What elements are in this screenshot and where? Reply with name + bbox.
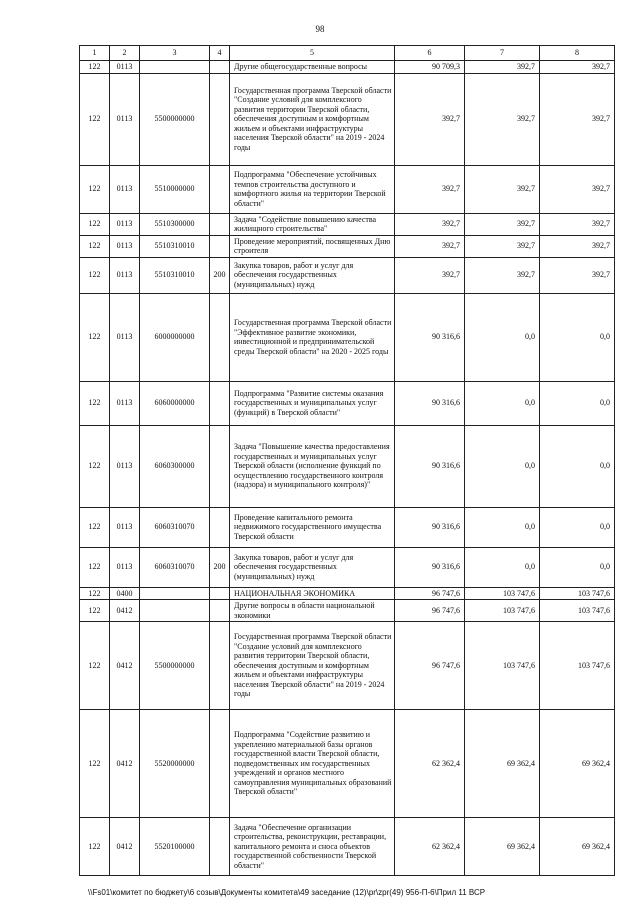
subsection-code-cell: 0113 <box>110 425 140 507</box>
expense-type-cell: 200 <box>210 257 230 293</box>
subsection-code-cell: 0113 <box>110 165 140 213</box>
section-code-cell: 122 <box>80 547 110 587</box>
amount-col7-cell: 103 747,6 <box>465 622 540 710</box>
amount-col7-cell: 0,0 <box>465 507 540 547</box>
amount-col8-cell: 0,0 <box>540 381 615 425</box>
table-header-row <box>80 46 615 61</box>
target-article-cell: 5510310010 <box>140 257 210 293</box>
footer-file-path: \\Fs01\комитет по бюджету\6 созыв\Документы комитета\49 заседание (12)\pr\zpr(49) 956-П-6\Прил 11 ВСР <box>88 888 486 897</box>
description-cell: Государственная программа Тверской области "Создание условий для комплексного развития территории Тверской области, обеспечения доступным и комфортным жильем и объектами инфраструктуры населения Тверской области" на 2019 - 2024 годы <box>230 622 395 710</box>
header-cell: 8 <box>540 46 615 61</box>
table-row <box>80 547 615 587</box>
subsection-code-cell: 0113 <box>110 235 140 257</box>
table-row <box>80 381 615 425</box>
subsection-code-cell: 0412 <box>110 622 140 710</box>
target-article-cell: 5520100000 <box>140 818 210 876</box>
table-row <box>80 425 615 507</box>
description-cell: Задача "Повышение качества предоставления государственных и муниципальных услуг Тверской области (исполнение функций по осуществлению государственного контроля (надзора) и муниципального контроля)" <box>230 425 395 507</box>
amount-col6-cell: 90 316,6 <box>395 507 465 547</box>
description-cell: Задача "Обеспечение организации строительства, реконструкции, реставрации, капитального ремонта и сноса объектов государственной собственности Тверской области" <box>230 818 395 876</box>
table-row <box>80 622 615 710</box>
expense-type-cell <box>210 507 230 547</box>
amount-col8-cell: 392,7 <box>540 213 615 235</box>
amount-col6-cell: 90 316,6 <box>395 547 465 587</box>
target-article-cell: 6000000000 <box>140 293 210 381</box>
description-cell: Проведение капитального ремонта недвижимого государственного имущества Тверской области <box>230 507 395 547</box>
amount-col7-cell: 0,0 <box>465 293 540 381</box>
section-code-cell: 122 <box>80 165 110 213</box>
table-row <box>80 600 615 622</box>
table-row <box>80 587 615 600</box>
amount-col8-cell: 69 362,4 <box>540 818 615 876</box>
table-row <box>80 257 615 293</box>
amount-col8-cell: 0,0 <box>540 425 615 507</box>
expense-type-cell <box>210 293 230 381</box>
header-cell: 7 <box>465 46 540 61</box>
amount-col7-cell: 392,7 <box>465 213 540 235</box>
section-code-cell: 122 <box>80 381 110 425</box>
description-cell: Государственная программа Тверской области "Создание условий для комплексного развития территории Тверской области, обеспечения доступным и комфортным жильем и объектами инфраструктуры населения Тверской области" на 2019 - 2024 годы <box>230 73 395 165</box>
amount-col6-cell: 62 362,4 <box>395 710 465 818</box>
amount-col6-cell: 90 316,6 <box>395 381 465 425</box>
amount-col6-cell: 392,7 <box>395 165 465 213</box>
description-cell: Задача "Содействие повышению качества жилищного строительства" <box>230 213 395 235</box>
description-cell: Другие вопросы в области национальной экономики <box>230 600 395 622</box>
section-code-cell: 122 <box>80 710 110 818</box>
amount-col8-cell: 0,0 <box>540 547 615 587</box>
subsection-code-cell: 0412 <box>110 818 140 876</box>
expense-type-cell <box>210 818 230 876</box>
table-row <box>80 73 615 165</box>
budget-table <box>79 45 615 876</box>
amount-col7-cell: 392,7 <box>465 73 540 165</box>
target-article-cell <box>140 600 210 622</box>
amount-col8-cell: 0,0 <box>540 507 615 547</box>
amount-col7-cell: 392,7 <box>465 257 540 293</box>
target-article-cell <box>140 61 210 74</box>
expense-type-cell <box>210 600 230 622</box>
subsection-code-cell: 0113 <box>110 507 140 547</box>
header-cell: 1 <box>80 46 110 61</box>
amount-col6-cell: 392,7 <box>395 257 465 293</box>
target-article-cell: 5500000000 <box>140 73 210 165</box>
description-cell: Проведение мероприятий, посвященных Дню строителя <box>230 235 395 257</box>
amount-col6-cell: 96 747,6 <box>395 622 465 710</box>
amount-col8-cell: 392,7 <box>540 235 615 257</box>
section-code-cell: 122 <box>80 257 110 293</box>
header-cell: 6 <box>395 46 465 61</box>
target-article-cell: 6060300000 <box>140 425 210 507</box>
subsection-code-cell: 0412 <box>110 710 140 818</box>
expense-type-cell <box>210 587 230 600</box>
table-row <box>80 818 615 876</box>
section-code-cell: 122 <box>80 61 110 74</box>
table-row <box>80 710 615 818</box>
section-code-cell: 122 <box>80 600 110 622</box>
header-cell: 5 <box>230 46 395 61</box>
expense-type-cell <box>210 165 230 213</box>
description-cell: НАЦИОНАЛЬНАЯ ЭКОНОМИКА <box>230 587 395 600</box>
section-code-cell: 122 <box>80 293 110 381</box>
expense-type-cell <box>210 425 230 507</box>
header-cell: 2 <box>110 46 140 61</box>
table-row <box>80 61 615 74</box>
amount-col8-cell: 103 747,6 <box>540 622 615 710</box>
description-cell: Подпрограмма "Содействие развитию и укреплению материальной базы органов государственной власти Тверской области, подведомственных им государственных учреждений и органов местного самоуправления муниципальных образований Тверской области" <box>230 710 395 818</box>
section-code-cell: 122 <box>80 235 110 257</box>
expense-type-cell <box>210 213 230 235</box>
section-code-cell: 122 <box>80 425 110 507</box>
amount-col7-cell: 392,7 <box>465 235 540 257</box>
page-number: 98 <box>315 24 325 34</box>
amount-col7-cell: 69 362,4 <box>465 818 540 876</box>
target-article-cell: 5520000000 <box>140 710 210 818</box>
target-article-cell: 6060310070 <box>140 547 210 587</box>
header-cell: 3 <box>140 46 210 61</box>
subsection-code-cell: 0113 <box>110 61 140 74</box>
amount-col7-cell: 0,0 <box>465 381 540 425</box>
subsection-code-cell: 0113 <box>110 547 140 587</box>
target-article-cell: 5510000000 <box>140 165 210 213</box>
amount-col6-cell: 96 747,6 <box>395 587 465 600</box>
target-article-cell: 5500000000 <box>140 622 210 710</box>
amount-col8-cell: 392,7 <box>540 61 615 74</box>
amount-col7-cell: 392,7 <box>465 61 540 74</box>
section-code-cell: 122 <box>80 622 110 710</box>
amount-col8-cell: 392,7 <box>540 73 615 165</box>
amount-col6-cell: 392,7 <box>395 213 465 235</box>
amount-col8-cell: 392,7 <box>540 257 615 293</box>
description-cell: Подпрограмма "Обеспечение устойчивых темпов строительства доступного и комфортного жилья на территории Тверской области" <box>230 165 395 213</box>
section-code-cell: 122 <box>80 213 110 235</box>
amount-col6-cell: 90 709,3 <box>395 61 465 74</box>
description-cell: Закупка товаров, работ и услуг для обеспечения государственных (муниципальных) нужд <box>230 257 395 293</box>
amount-col8-cell: 103 747,6 <box>540 587 615 600</box>
target-article-cell: 5510310010 <box>140 235 210 257</box>
subsection-code-cell: 0400 <box>110 587 140 600</box>
table-row <box>80 213 615 235</box>
table-row <box>80 507 615 547</box>
amount-col7-cell: 0,0 <box>465 547 540 587</box>
expense-type-cell <box>210 710 230 818</box>
amount-col6-cell: 392,7 <box>395 73 465 165</box>
amount-col6-cell: 96 747,6 <box>395 600 465 622</box>
amount-col6-cell: 392,7 <box>395 235 465 257</box>
table-row <box>80 293 615 381</box>
target-article-cell <box>140 587 210 600</box>
description-cell: Государственная программа Тверской области "Эффективное развитие экономики, инвестиционной и предпринимательской среды Тверской области" на 2020 - 2025 годы <box>230 293 395 381</box>
amount-col7-cell: 103 747,6 <box>465 587 540 600</box>
amount-col7-cell: 103 747,6 <box>465 600 540 622</box>
description-cell: Другие общегосударственные вопросы <box>230 61 395 74</box>
amount-col6-cell: 90 316,6 <box>395 425 465 507</box>
expense-type-cell <box>210 622 230 710</box>
amount-col6-cell: 62 362,4 <box>395 818 465 876</box>
section-code-cell: 122 <box>80 587 110 600</box>
section-code-cell: 122 <box>80 818 110 876</box>
header-cell: 4 <box>210 46 230 61</box>
expense-type-cell <box>210 61 230 74</box>
subsection-code-cell: 0412 <box>110 600 140 622</box>
amount-col7-cell: 392,7 <box>465 165 540 213</box>
table-row <box>80 165 615 213</box>
expense-type-cell <box>210 235 230 257</box>
section-code-cell: 122 <box>80 507 110 547</box>
expense-type-cell <box>210 73 230 165</box>
subsection-code-cell: 0113 <box>110 257 140 293</box>
target-article-cell: 5510300000 <box>140 213 210 235</box>
expense-type-cell: 200 <box>210 547 230 587</box>
amount-col8-cell: 392,7 <box>540 165 615 213</box>
amount-col8-cell: 103 747,6 <box>540 600 615 622</box>
amount-col8-cell: 0,0 <box>540 293 615 381</box>
section-code-cell: 122 <box>80 73 110 165</box>
subsection-code-cell: 0113 <box>110 213 140 235</box>
expense-type-cell <box>210 381 230 425</box>
subsection-code-cell: 0113 <box>110 293 140 381</box>
description-cell: Подпрограмма "Развитие системы оказания государственных и муниципальных услуг (функций) в Тверской области" <box>230 381 395 425</box>
target-article-cell: 6060000000 <box>140 381 210 425</box>
amount-col8-cell: 69 362,4 <box>540 710 615 818</box>
amount-col6-cell: 90 316,6 <box>395 293 465 381</box>
amount-col7-cell: 0,0 <box>465 425 540 507</box>
target-article-cell: 6060310070 <box>140 507 210 547</box>
description-cell: Закупка товаров, работ и услуг для обеспечения государственных (муниципальных) нужд <box>230 547 395 587</box>
subsection-code-cell: 0113 <box>110 381 140 425</box>
subsection-code-cell: 0113 <box>110 73 140 165</box>
table-row <box>80 235 615 257</box>
amount-col7-cell: 69 362,4 <box>465 710 540 818</box>
